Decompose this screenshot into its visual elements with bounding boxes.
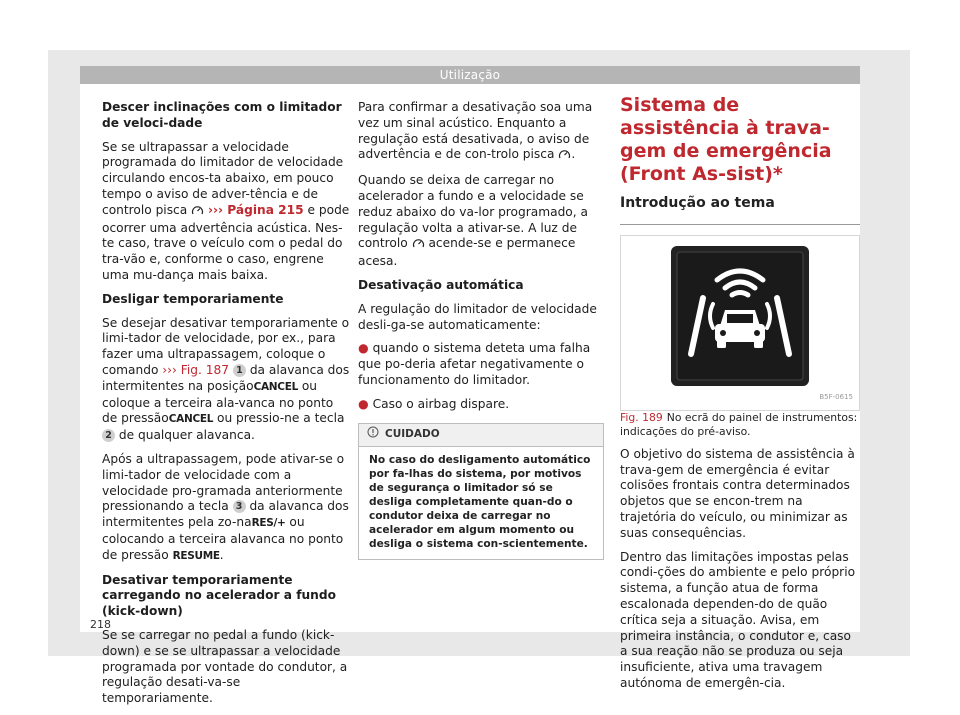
paragraph-reactivation: Quando se deixa de carregar no acelerador a fundo e a velocidade se reduz abaixo do va-lor programado, a regulação volta a ativar-se. A luz de controlo acende-se e permanece acesa. [358, 173, 588, 269]
section-subtitle: Introdução ao tema [620, 195, 775, 211]
chapter-header: Utilização [80, 66, 860, 84]
front-assist-display-illustration [621, 236, 859, 410]
speed-limiter-icon [412, 238, 425, 254]
paragraph-temp-off: Se desejar desativar temporariamente o limi-tador de velocidade, por ex., para fazer uma ultrapassagem, coloque o comando ››› Fig. 187 1 da alavanca dos intermitentes na posiçãoCANCEL ou coloque a terceira ala-vanca no ponto de pressãoCANCEL ou pressio-ne a tecla 2 de qualquer alavanca. [102, 315, 350, 443]
section-title: Sistema de assistência à trava-gem de emergência (Front As-sist)* [620, 94, 832, 185]
column-middle [358, 100, 604, 560]
caution-box [358, 423, 604, 560]
key-res-label: RES/+ [251, 517, 286, 530]
key-resume-label: RESUME [172, 549, 220, 562]
heading-auto-off: Desativação automática [358, 277, 524, 292]
key-cancel-label-2: CANCEL [168, 413, 214, 426]
heading-temp-off: Desligar temporariamente [102, 291, 284, 306]
paragraph-limitations: Dentro das limitações impostas pelas condi-ções do ambiente e pelo próprio sistema, a função atua de forma escalonada dependen-do de quão crítica seja a situação. Avisa, em primeira instância, o condutor e, caso a sua reação não se produza ou seja insuficiente, ativa uma travagem autónoma de emergên-cia. [620, 549, 856, 690]
speed-limiter-icon [191, 205, 204, 221]
paragraph-reactivate: Após a ultrapassagem, pode ativar-se o limi-tador de velocidade com a velocidade pro-gramada anteriormente pressionando a tecla 3 da alavanca dos intermitentes pela zo-naRES/+ ou colocando a terceira alavanca no ponto de pressão RESUME. [102, 451, 349, 562]
caution-header [359, 424, 603, 447]
paragraph-confirm: Para confirmar a desativação soa uma vez um sinal acústico. Enquanto a regulação está desativada, o aviso de advertência e de con-trolo pisca . [358, 100, 604, 165]
heading-downhill: Descer inclinações com o limitador de veloci-dade [102, 100, 342, 130]
column-right [620, 94, 860, 700]
speed-limiter-icon [558, 149, 571, 165]
page-number: 218 [90, 618, 111, 631]
divider [620, 224, 860, 225]
figure-caption: Fig. 189 No ecrã do painel de instrumentos: indicações do pré-aviso. [620, 410, 858, 438]
warning-circle-icon [367, 426, 379, 444]
list-item: ● quando o sistema deteta uma falha que po-deria afetar negativamente o funcionamento do limitador. [358, 341, 591, 387]
column-left [102, 100, 350, 715]
heading-kickdown: Desativar temporariamente carregando no acelerador a fundo (kick-down) [102, 572, 336, 619]
paragraph-kickdown: Se se carregar no pedal a fundo (kick-down) e se se ultrapassar a velocidade programada por vontade do condutor, a regulação desati-va-se temporariamente. [102, 627, 348, 706]
manual-page [80, 66, 860, 706]
callout-number-3: 3 [233, 500, 246, 513]
page-reference-link[interactable]: ››› Página 215 [207, 202, 304, 217]
callout-number-1: 1 [233, 364, 246, 377]
figure-front-assist [620, 235, 860, 411]
list-item: ● Caso o airbag dispare. [358, 396, 510, 411]
callout-number-2: 2 [102, 429, 115, 442]
bullet-icon: ● [358, 341, 369, 356]
figure-reference-link[interactable]: ››› Fig. 187 [162, 362, 230, 377]
caution-text: No caso do desligamento automático por fa-lhas do sistema, por motivos de segurança o limitador só se desliga completamente quan-do o condutor deixa de carregar no acelerador em algum momento ou desliga o sistema con-scientemente. [369, 453, 591, 550]
key-cancel-label: CANCEL [253, 380, 298, 393]
paragraph-downhill: Se se ultrapassar a velocidade programada do limitador de velocidade circulando encos-ta abaixo, em pouco tempo o aviso de adver-tência e de controlo pisca ››› Página 215 e pode ocorrer uma advertência acústica. Nes-te caso, trave o veículo com o pedal do tra-vão e, conforme o caso, engrene uma mu-dança mais baixa. [102, 139, 350, 282]
figure-caption-label: Fig. 189 [620, 410, 663, 424]
paragraph-objective: O objetivo do sistema de assistência à trava-gem de emergência é evitar colisões frontais contra determinados objetos que se encon-trem na trajetória do veículo, ou minimizar as suas consequências. [620, 446, 855, 540]
paragraph-auto-off: A regulação do limitador de velocidade desli-ga-se automaticamente: [358, 301, 597, 332]
bullet-icon: ● [358, 396, 369, 411]
caution-label: CUIDADO [385, 427, 440, 440]
figure-code: B5F-0615 [819, 393, 853, 401]
